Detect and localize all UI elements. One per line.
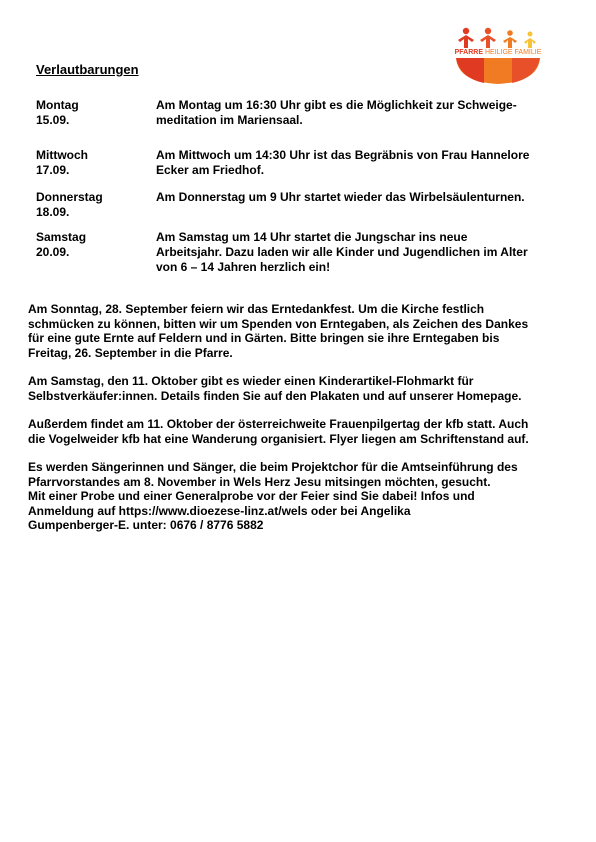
schedule-day-cell [36, 190, 146, 220]
schedule-day: Mittwoch [36, 148, 88, 162]
schedule-day: Donnerstag [36, 190, 103, 204]
schedule-text: Am Samstag um 14 Uhr startet die Jungschar ins neue Arbeitsjahr. Dazu laden wir alle Kinder und Jugendlichen im Alter von 6 – 14 Jahren herzlich ein! [156, 230, 528, 274]
announcement-erntedank: Am Sonntag, 28. September feiern wir das Erntedankfest. Um die Kirche festlich schmücken zu können, bitten wir um Spenden von Erntegaben, als Zeichen des Dankes für eine gute Ernte auf Feldern und in Gärten. Bitte bringen sie ihre Erntegaben bis Freitag, 26. September in die Pfarre. [28, 302, 529, 360]
schedule-text: Am Mittwoch um 14:30 Uhr ist das Begräbnis von Frau Hannelore Ecker am Friedhof. [156, 148, 530, 177]
schedule-day-cell [36, 98, 146, 128]
schedule-date: 15.09. [36, 113, 70, 127]
schedule-day: Samstag [36, 230, 87, 244]
schedule-date: 17.09. [36, 163, 70, 177]
announcement-flohmarkt: Am Samstag, den 11. Oktober gibt es wieder einen Kinderartikel-Flohmarkt für Selbstverkäufer:innen. Details finden Sie auf den Plakaten und auf unserer Homepage. [28, 374, 522, 403]
schedule-text: Am Donnerstag um 9 Uhr startet wieder das Wirbelsäulenturnen. [156, 190, 525, 204]
schedule-text: Am Montag um 16:30 Uhr gibt es die Möglichkeit zur Schweige- meditation im Mariensaal. [156, 98, 517, 127]
announcement-frauenpilgertag: Außerdem findet am 11. Oktober der österreichweite Frauenpilgertag der kfb statt. Auch die Vogelweider kfb hat eine Wanderung organisiert. Flyer liegen am Schriftenstand auf. [28, 417, 529, 446]
schedule-day-cell [36, 230, 146, 260]
logo-wordmark: PFARRE HEILIGE FAMILIE [454, 49, 542, 56]
schedule-date: 20.09. [36, 245, 70, 259]
schedule-day: Montag [36, 98, 79, 112]
logo-figures [458, 28, 536, 48]
announcement-projektchor: Es werden Sängerinnen und Sänger, die beim Projektchor für die Amtseinführung des Pfarrvorstandes am 8. November in Wels Herz Jesu mitsingen möchten, gesucht. Mit einer Probe und einer Generalprobe vor der Feier sind Sie dabei! Infos und Anmeldung auf https://www.dioezese-linz.at/wels oder bei Angelika Gumpenberger-E. unter: 0676 / 8776 5882 [28, 460, 518, 532]
schedule-day-cell [36, 148, 146, 178]
parish-logo [452, 26, 544, 86]
page-title: Verlautbarungen [36, 62, 139, 77]
schedule-date: 18.09. [36, 205, 70, 219]
